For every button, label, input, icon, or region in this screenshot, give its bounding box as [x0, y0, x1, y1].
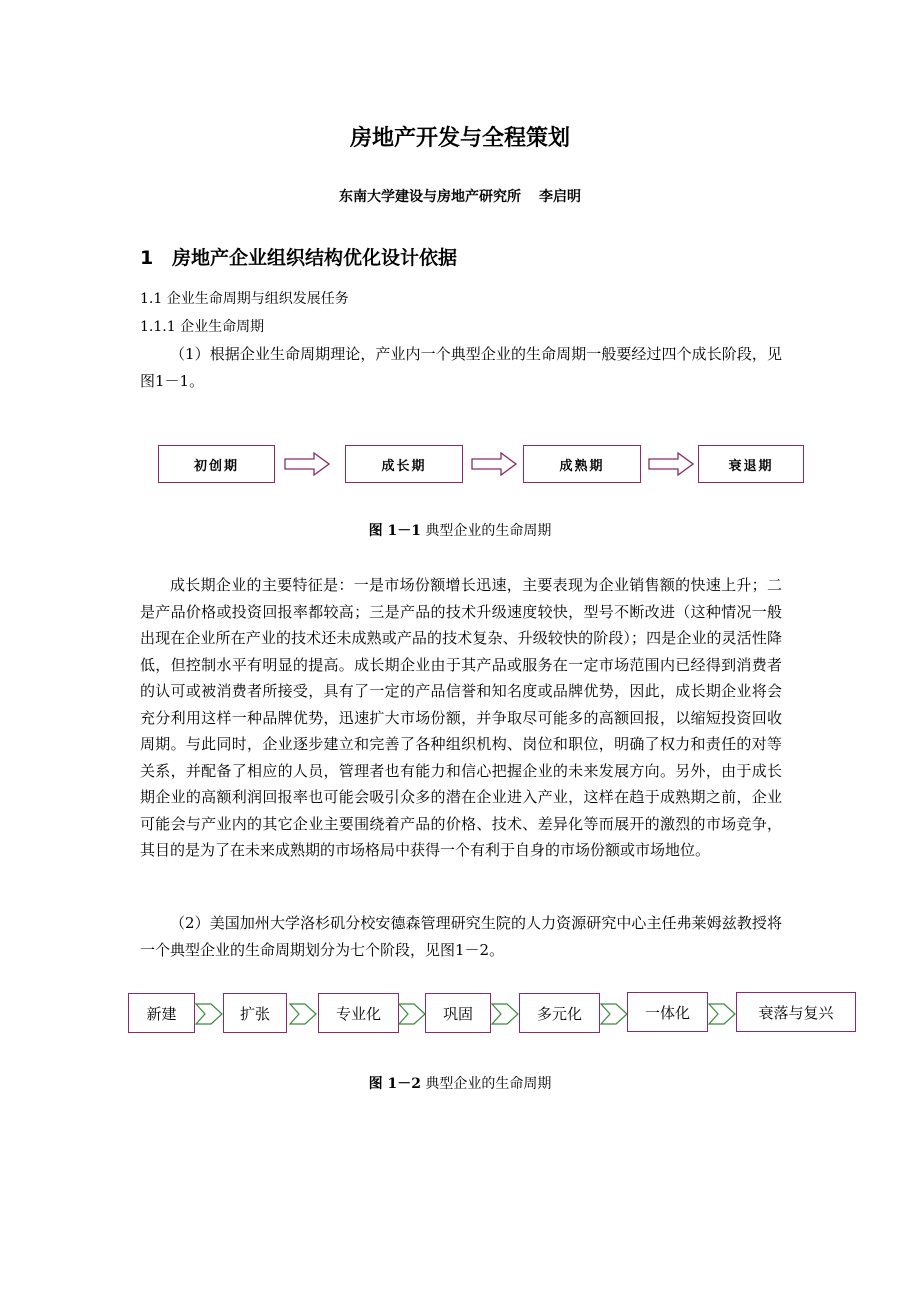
- paragraph-1: （1）根据企业生命周期理论，产业内一个典型企业的生命周期一般要经过四个成长阶段，见图1－1。: [140, 345, 782, 390]
- chevron-right-icon: [491, 1003, 519, 1025]
- figure-1-1-caption-text: 典型企业的生命周期: [425, 523, 552, 539]
- stage-box-startup: 初创期: [158, 445, 275, 483]
- author-org: 东南大学建设与房地产研究所: [339, 189, 521, 205]
- section-1-1-heading: 1.1 企业生命周期与组织发展任务: [140, 291, 349, 307]
- stage-box-decline-revival: 衰落与复兴: [736, 992, 856, 1032]
- section-1-1-1-heading: 1.1.1 企业生命周期: [140, 319, 265, 335]
- chevron-right-icon: [600, 1003, 628, 1025]
- stage-box-decline: 衰退期: [698, 445, 804, 483]
- chevron-right-icon: [398, 1003, 426, 1025]
- stage-box-maturity: 成熟期: [523, 445, 641, 483]
- stage-box-integration: 一体化: [627, 992, 708, 1032]
- chevron-right-icon: [708, 1003, 736, 1025]
- stage-box-growth: 成长期: [345, 445, 463, 483]
- stage-box-diversification: 多元化: [519, 993, 600, 1033]
- figure-1-2-label: 图 1－2: [368, 1076, 421, 1092]
- figure-1-2-caption-text: 典型企业的生命周期: [425, 1076, 552, 1092]
- arrow-right-icon: [471, 452, 517, 476]
- section-1-heading: [140, 243, 457, 270]
- section-1-title: 房地产企业组织结构优化设计依据: [172, 247, 458, 269]
- stage-box-new: 新建: [128, 993, 195, 1033]
- stage-box-specialization: 专业化: [318, 993, 399, 1033]
- author-name: 李启明: [539, 189, 581, 205]
- figure-1-2-caption: [0, 1073, 920, 1093]
- figure-1-1-caption: [0, 520, 920, 540]
- chevron-right-icon: [195, 1003, 223, 1025]
- arrow-right-icon: [648, 452, 694, 476]
- stage-box-consolidation: 巩固: [425, 993, 491, 1033]
- stage-box-expansion: 扩张: [223, 993, 287, 1033]
- figure-1-1-label: 图 1－1: [368, 523, 421, 539]
- section-1-number: 1: [140, 247, 154, 269]
- paragraph-2: 成长期企业的主要特征是：一是市场份额增长迅速，主要表现为企业销售额的快速上升；二是产品价格或投资回报率都较高；三是产品的技术升级速度较快，型号不断改进（这种情况一般出现在企业所在产业的技术还未成熟或产品的技术复杂、升级较快的阶段）；四是企业的灵活性降低，但控制水平有明显的提高。成长期企业由于其产品或服务在一定市场范围内已经得到消费者的认可或被消费者所接受，具有了一定的产品信誉和知名度或品牌优势，因此，成长期企业将会充分利用这样一种品牌优势，迅速扩大市场份额，并争取尽可能多的高额回报，以缩短投资回收周期。与此同时，企业逐步建立和完善了各种组织机构、岗位和职位，明确了权力和责任的对等关系，并配备了相应的人员，管理者也有能力和信心把握企业的未来发展方向。另外，由于成长期企业的高额利润回报率也可能会吸引众多的潜在企业进入产业，这样在趋于成熟期之前，企业可能会与产业内的其它企业主要围绕着产品的价格、技术、差异化等而展开的激烈的市场竞争，其目的是为了在未来成熟期的市场格局中获得一个有利于自身的市场份额或市场地位。: [140, 576, 782, 859]
- document-title: 房地产开发与全程策划: [349, 126, 570, 151]
- author-line: [0, 186, 920, 206]
- chevron-right-icon: [289, 1003, 317, 1025]
- arrow-right-icon: [284, 452, 330, 476]
- paragraph-3: （2）美国加州大学洛杉矶分校安德森管理研究生院的人力资源研究中心主任弗莱姆兹教授将一个典型企业的生命周期划分为七个阶段，见图1－2。: [140, 914, 782, 959]
